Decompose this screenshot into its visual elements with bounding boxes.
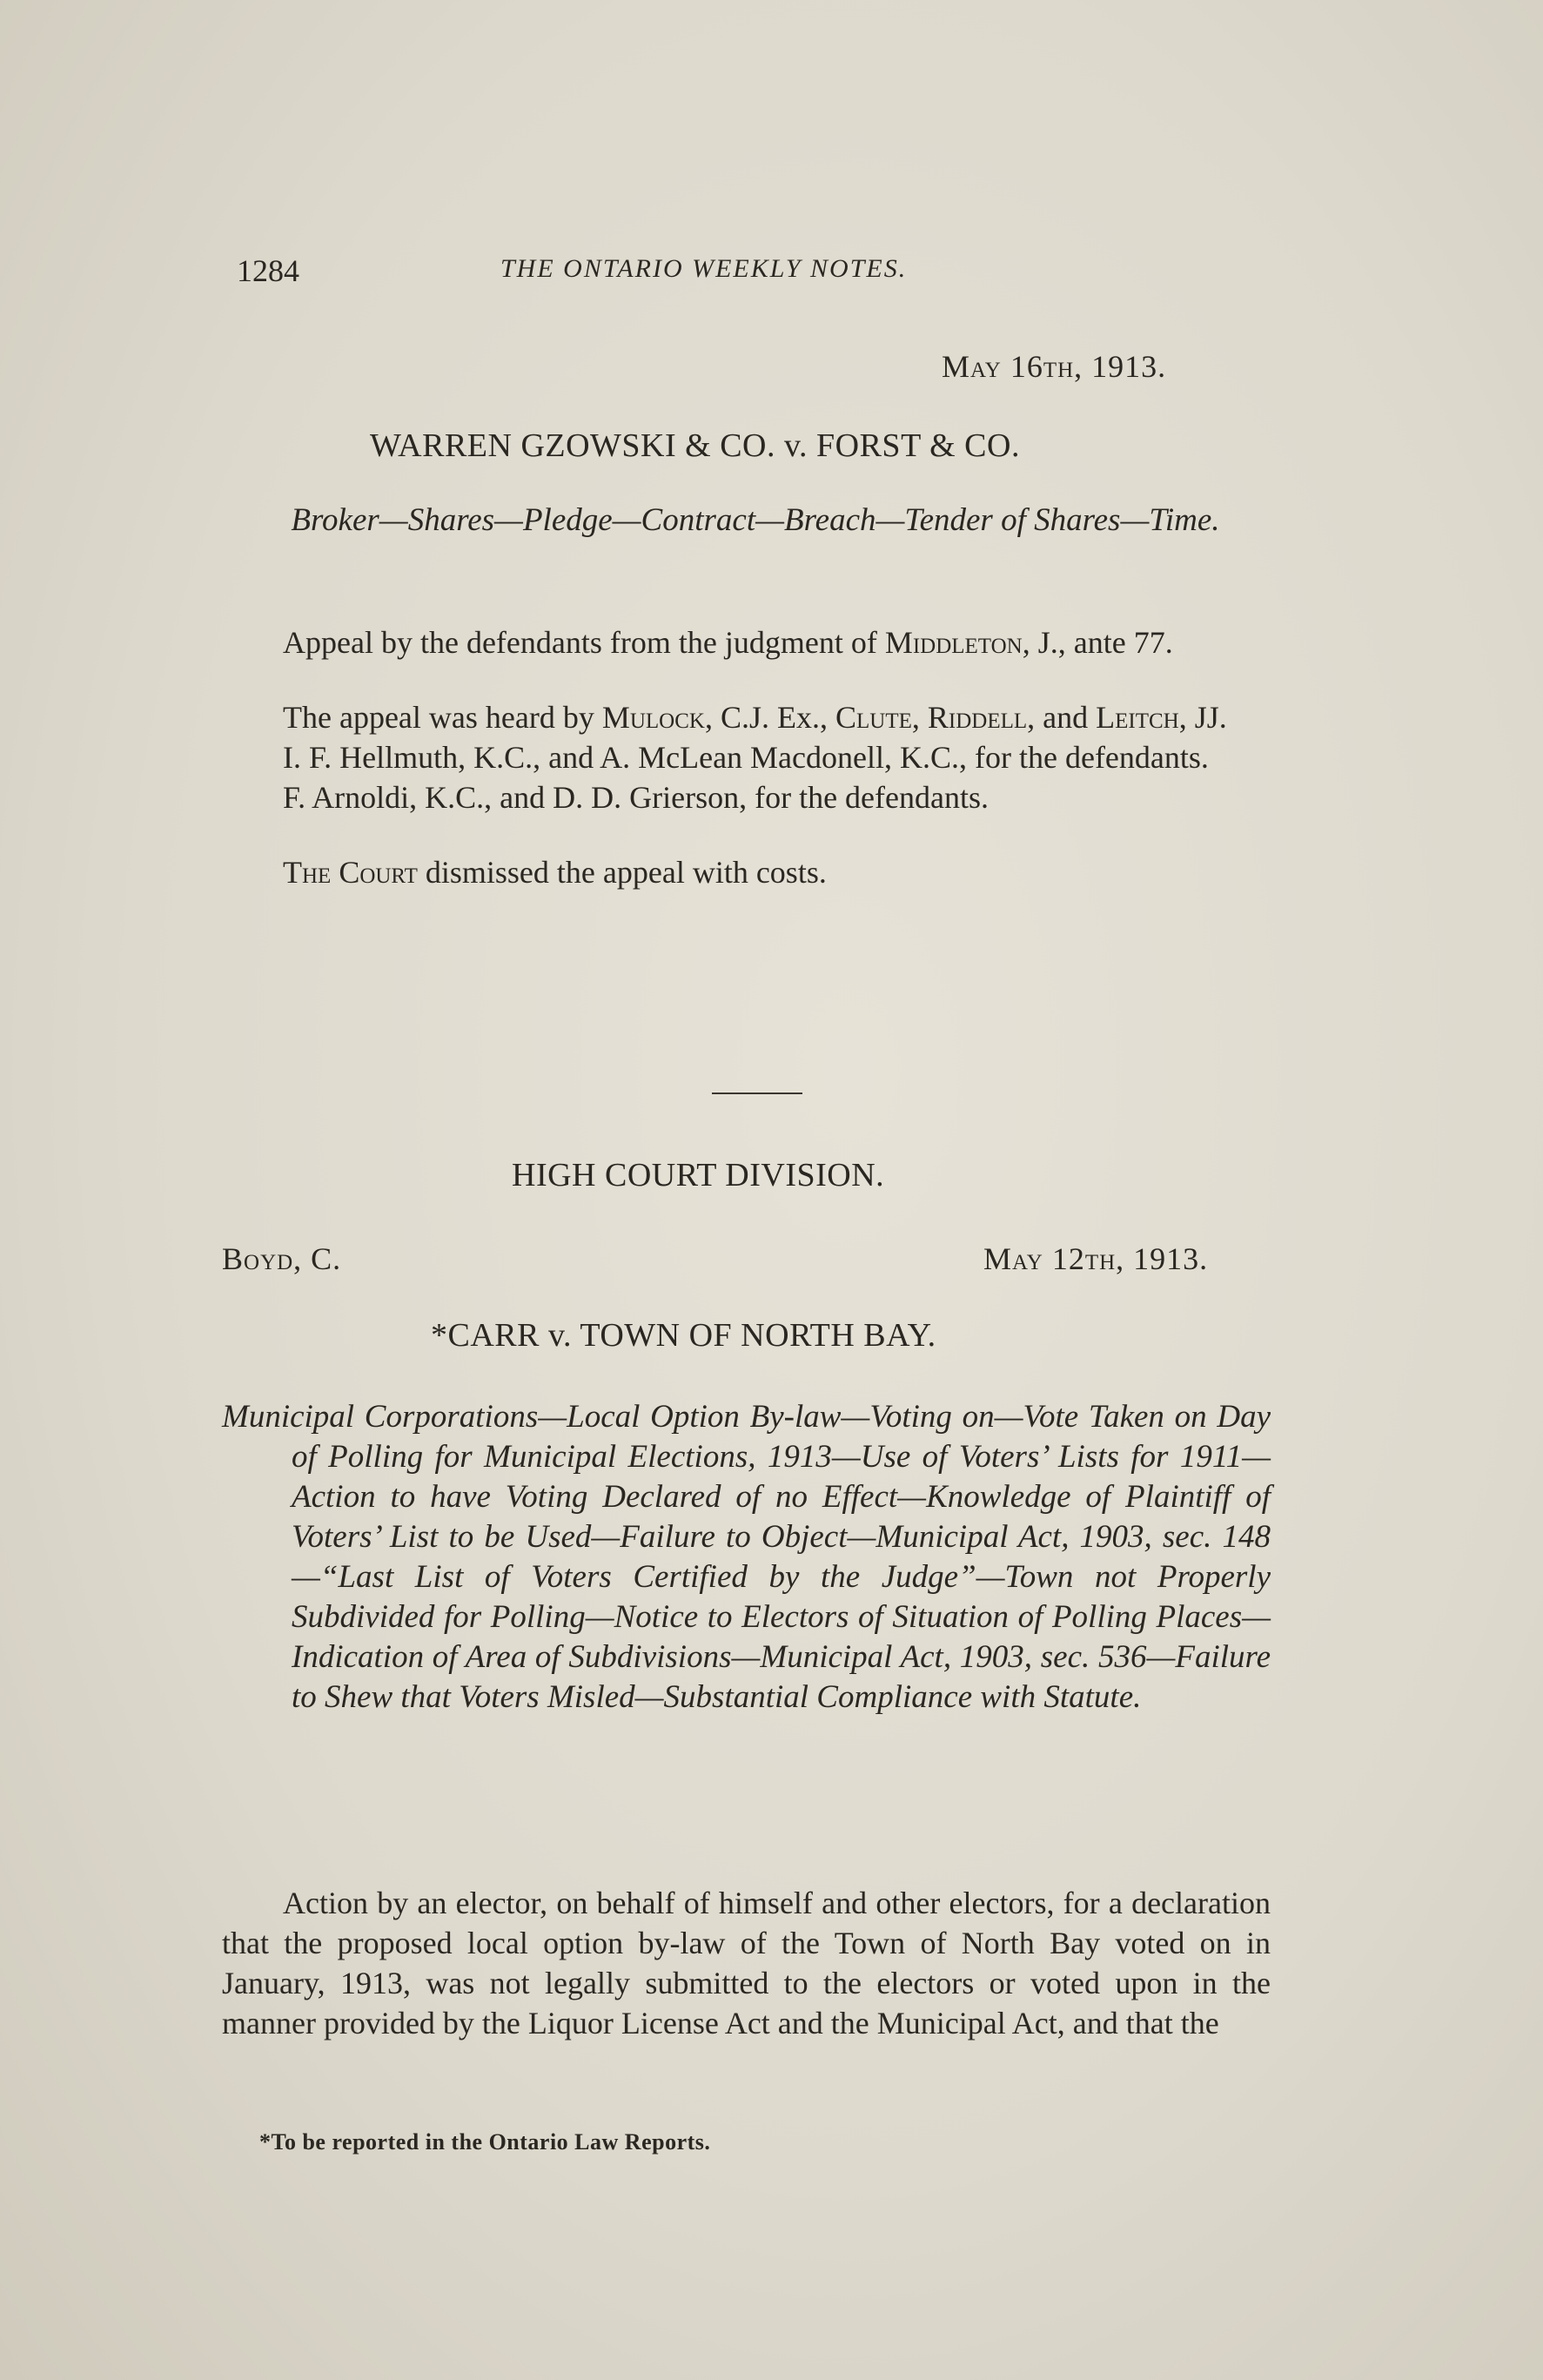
- running-title: THE ONTARIO WEEKLY NOTES.: [500, 254, 908, 283]
- heard-paragraph: The appeal was heard by Mulock, C.J. Ex., Clute, Riddell, and Leitch, JJ.: [283, 700, 1227, 735]
- case1-title: WARREN GZOWSKI & CO. v. FORST & CO.: [370, 427, 1020, 464]
- case1-body: [222, 622, 1271, 892]
- appeal-paragraph: Appeal by the defendants from the judgment of Middleton, J., ante 77.: [283, 625, 1173, 660]
- case1-catchwords: Broker—Shares—Pledge—Contract—Breach—Tender of Shares—Time.: [291, 502, 1220, 538]
- counsel-defendants: F. Arnoldi, K.C., and D. D. Grierson, for the defendants.: [283, 780, 989, 815]
- case2-judge: Boyd, C.: [222, 1241, 342, 1276]
- case2-catchwords: Municipal Corporations—Local Option By-law—Voting on—Vote Taken on Day of Polling for Municipal Elections, 1913—Use of Voters’ Lists for 1911—Action to have Voting Declared of no Effect—Knowledge of Plaintiff of Voters’ List to be Used—Failure to Object—Municipal Act, 1903, sec. 148—“Last List of Voters Certified by the Judge”—Town not Properly Subdivided for Polling—Notice to Electors of Situation of Polling Places—Indication of Area of Subdivisions—Municipal Act, 1903, sec. 536—Failure to Shew that Voters Misled—Substantial Compliance with Statute.: [222, 1399, 1271, 1715]
- result-paragraph: The Court dismissed the appeal with costs.: [283, 855, 827, 890]
- case2-date: May 12th, 1913.: [983, 1241, 1209, 1276]
- section-rule: [712, 1093, 802, 1094]
- case1-date: May 16th, 1913.: [942, 349, 1167, 384]
- counsel-plaintiffs: I. F. Hellmuth, K.C., and A. McLean Macdonell, K.C., for the defendants.: [283, 740, 1209, 775]
- footnote: *To be reported in the Ontario Law Reports.: [259, 2129, 711, 2155]
- case2-title: *CARR v. TOWN OF NORTH BAY.: [431, 1317, 936, 1354]
- case2-body: [222, 1883, 1271, 2043]
- action-paragraph: Action by an elector, on behalf of himself and other electors, for a declaration that the proposed local option by-law of the Town of North Bay voted on in January, 1913, was not legally submitted to the electors or voted upon in the manner provided by the Liquor License Act and the Municipal Act, and that the: [222, 1886, 1271, 2040]
- page-number: 1284: [237, 253, 299, 288]
- division-heading: HIGH COURT DIVISION.: [512, 1157, 885, 1193]
